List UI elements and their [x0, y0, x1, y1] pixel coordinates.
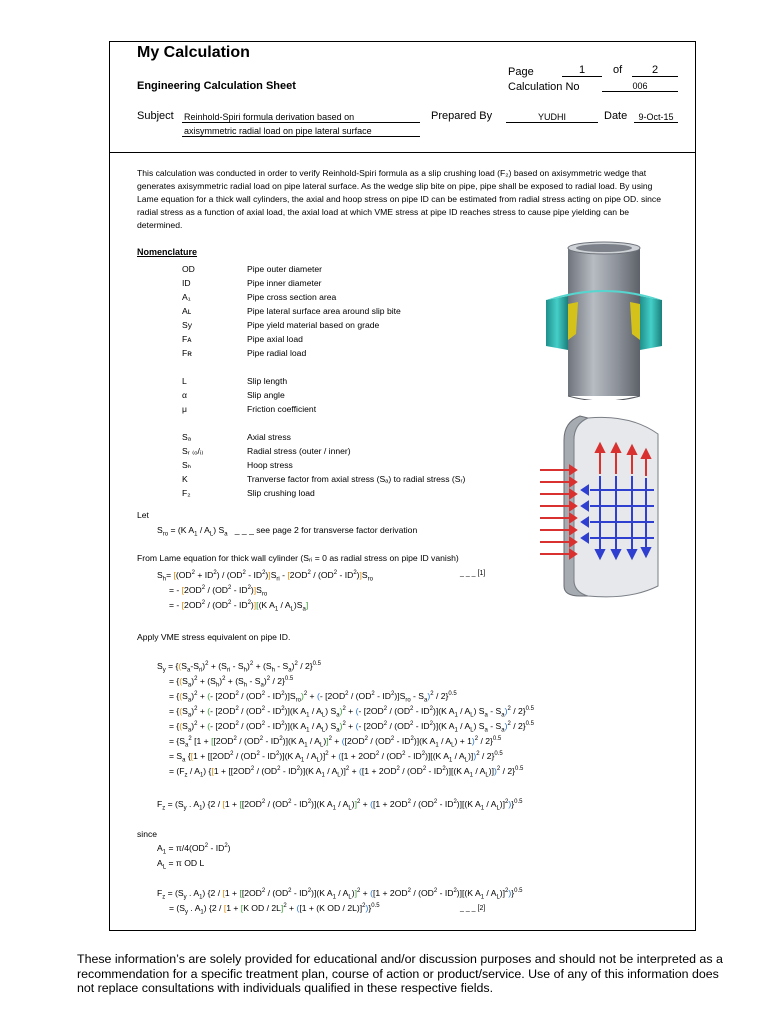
equation-hoop-1: $S_h= [(OD^2 + ID^2) / (OD^2 - ID^2)]S_{ri} - [2OD^2 / (OD^2 - ID^2)]S_{ro}$	[157, 570, 373, 583]
nomenclature-description: Pipe inner diameter	[247, 278, 322, 288]
intro-paragraph: This calculation was conducted in order to verify Reinhold-Spiri formula as a slip crushing load (F₂) based on axisymmetric wedge that generates axisymmetric radial load on pipe lateral surface. As the wedge slip bite on pipe, pipe shall be exposed to radial load. By using Lame equation for a thick wall cylinders, the axial and hoop stress on pipe ID can be estimated from radial stress acting on pipe OD. since radial stress as a function of axial load, the axial load at which VME stress at pipe ID reaches stress to cause pipe yielding can be determined.	[137, 168, 662, 230]
nomenclature-description: Pipe yield material based on grade	[247, 320, 380, 330]
vme-line-6: = {$S_a^2$ [$1 + [[2OD^2 / (OD^2 - ID^2)](K$ $A_1 / A_L)]^2 + ([2OD^2 / (OD^2 - ID^2)](K$ $A_1 / A_L) + 1)^2 / 2\}^{0.5}$	[169, 736, 502, 749]
nomenclature-description: Axial stress	[247, 432, 291, 442]
prepared-by: YUDHI	[506, 112, 598, 123]
vme-intro: Apply VME stress equivalent on pipe ID.	[137, 632, 291, 642]
fz-equation-2: $F_z = (S_y$ . $A_1$) {$2 / [1 + [[2OD^2 / (OD^2 - ID^2)](K$ $A_1 / A_L)]^2 + ([1 + 2OD^2 / (OD^2 - ID^2)][(K$ $A_1 / A_L)]^2)\}^{0.5}$	[157, 888, 523, 901]
page-total: 2	[632, 64, 678, 77]
nomenclature-symbol: Fʀ	[182, 348, 192, 358]
nomenclature-description: Pipe axial load	[247, 334, 303, 344]
calc-no-label: Calculation No	[508, 81, 580, 93]
nomenclature-symbol: F₂	[182, 488, 191, 498]
nomenclature-symbol: Fᴀ	[182, 334, 192, 344]
vme-line-3: = {$(S_a)^2$ + (- $[2OD^2 / (OD^2 - ID^2)]S_{ro})^2$ + (- $[2OD^2 / (OD^2 - ID^2)]S_{ro} - S_a)^2 / 2\}^{0.5}$	[169, 691, 457, 704]
page-number: 1	[562, 64, 602, 77]
nomenclature-symbol: ID	[182, 278, 191, 288]
vme-line-7: = $S_a$ {[$1 + [[2OD^2 / (OD^2 - ID^2)](K$ $A_1 / A_L)]^2 + ([1 + 2OD^2 / (OD^2 - ID^2)][(K$ $A_1 / A_L)])^2 / 2\}^{0.5}$	[169, 751, 503, 764]
nomenclature-description: Radial stress (outer / inner)	[247, 446, 351, 456]
fz-equation-1: $F_z = (S_y$ . $A_1$) {$2 / [1 + [[2OD^2 / (OD^2 - ID^2)](K$ $A_1 / A_L)]^2 + ([1 + 2OD^2 / (OD^2 - ID^2)][(K$ $A_1 / A_L)]^2)\}^{0.5}$	[157, 799, 523, 812]
let-note: _ _ _ see page 2 for transverse factor derivation	[234, 525, 418, 535]
page-label: Page	[508, 66, 534, 78]
slip-ring-left	[546, 296, 568, 350]
nomenclature-symbol: Sᵣ ₍ₒ/ᵢ₎	[182, 446, 204, 456]
of-label: of	[613, 64, 623, 76]
nomenclature-description: Pipe lateral surface area around slip bite	[247, 306, 401, 316]
sheet-title: My Calculation	[137, 44, 250, 61]
nomenclature-symbol: Sy	[182, 320, 193, 330]
subject-label: Subject	[137, 110, 174, 122]
pipe-slip-illustration	[538, 240, 668, 400]
nomenclature-description: Slip crushing load	[247, 488, 315, 498]
nomenclature-description: Hoop stress	[247, 460, 293, 470]
ref-2: _ _ _ [2]	[460, 905, 486, 912]
vme-line-1: $S_y = \{(S_a-S_{ri})^2 + (S_{ri} - S_h)^2 + (S_h - S_a)^2 / 2\}^{0.5}$	[157, 661, 322, 674]
calc-no: 006	[602, 81, 678, 92]
equation-hoop-2: = - $[2OD^2 / (OD^2 - ID^2)]S_{ro}$	[169, 585, 268, 598]
nomenclature-symbol: μ	[182, 404, 187, 414]
nomenclature-description: Tranverse factor from axial stress (Sₐ) to radial stress (Sᵣ)	[247, 474, 466, 484]
nomenclature-description: Pipe cross section area	[247, 292, 337, 302]
vme-line-2: = $\{(S_a)^2 + (S_h)^2 + (S_h - S_a)^2 / 2\}^{0.5}$	[169, 676, 294, 689]
nomenclature-symbol: Sₕ	[182, 460, 192, 470]
date-label: Date	[604, 110, 628, 122]
since-label: since	[137, 829, 158, 839]
nomenclature-description: Friction coefficient	[247, 404, 317, 414]
subject-line-2: axisymmetric radial load on pipe lateral surface	[182, 126, 420, 137]
nomenclature-symbol: Aʟ	[182, 306, 192, 316]
nomenclature-symbol: Sₐ	[182, 432, 191, 442]
nomenclature-description: Pipe radial load	[247, 348, 307, 358]
nomenclature-description: Pipe outer diameter	[247, 264, 322, 274]
date: 9-Oct-15	[634, 112, 678, 123]
nomenclature-description: Slip length	[247, 376, 288, 386]
header-divider	[110, 152, 695, 153]
pipe-body	[568, 248, 640, 396]
area-a1: $A_1 = \pi/4(OD^2 - ID^2)$	[157, 843, 231, 856]
nomenclature-symbol: OD	[182, 264, 195, 274]
calculation-sheet	[109, 41, 696, 931]
equation-hoop-3: = - $[2OD^2 / (OD^2 - ID^2)][(K$ $A_1 / A_L)S_a$]	[169, 600, 309, 613]
ref-1: _ _ _ [1]	[460, 570, 486, 577]
sheet-type: Engineering Calculation Sheet	[137, 80, 296, 92]
vme-line-4: = {$(S_a)^2$ + (- $[2OD^2 / (OD^2 - ID^2)](K$ $A_1 / A_L$) $S_a)^2$ + (- $[2OD^2 / (OD^2 - ID^2)](K$ $A_1 / A_L$) $S_a - S_a)^2 / 2\}^{0.5}$	[169, 706, 534, 719]
radial-load-illustration	[540, 410, 664, 598]
vme-line-8: = $(F_z / A_1) \{[1 + [[2OD^2 / (OD^2 - ID^2)](K$ $A_1 / A_L)]^2 + ([1 + 2OD^2 / (OD^2 - ID^2)][(K$ $A_1 / A_L)])^2 / 2\}^{0.5}$	[169, 766, 524, 779]
nomenclature-description: Slip angle	[247, 390, 285, 400]
lame-intro: From Lame equation for thick wall cylinder (Sᵣᵢ = 0 as radial stress on pipe ID vanish)	[137, 553, 459, 563]
nomenclature-symbol: A₁	[182, 292, 191, 302]
area-al: $A_L = \pi$ OD L	[157, 858, 205, 871]
disclaimer: These information’s are solely provided for educational and/or discussion purposes and should not be interpreted as a recommendation for a specific treatment plan, course of action or product/service. Use of any of this information does not replace consultations with individuals qualified in these respective fields.	[77, 952, 723, 995]
let-label: Let	[137, 510, 149, 520]
subject-line-1: Reinhold-Spiri formula derivation based on	[182, 112, 420, 123]
fz-equation-3: = ($S_y$ . $A_1$) {2 / [1 + [K OD / 2L]$^2$ + ([1 + (K OD / 2L)]$^2$)}$^{0.5}$	[169, 903, 380, 916]
nomenclature-heading: Nomenclature	[137, 247, 198, 257]
nomenclature-symbol: K	[182, 474, 188, 484]
vme-line-5: = {$(S_a)^2$ + (- $[2OD^2 / (OD^2 - ID^2)](K$ $A_1 / A_L$) $S_a)^2$ + (- $[2OD^2 / (OD^2 - ID^2)](K$ $A_1 / A_L$) $S_a - S_a)^2 / 2\}^{0.5}$	[169, 721, 534, 734]
prepared-by-label: Prepared By	[431, 110, 493, 122]
slip-ring-right	[640, 296, 662, 350]
equation-sro: $S_{ro} = (K$ $A_1 / A_L$) $S_a$ _ _ _ see page 2 for transverse factor derivation	[157, 525, 418, 538]
nomenclature-symbol: L	[182, 376, 187, 386]
nomenclature-symbol: α	[182, 390, 187, 400]
